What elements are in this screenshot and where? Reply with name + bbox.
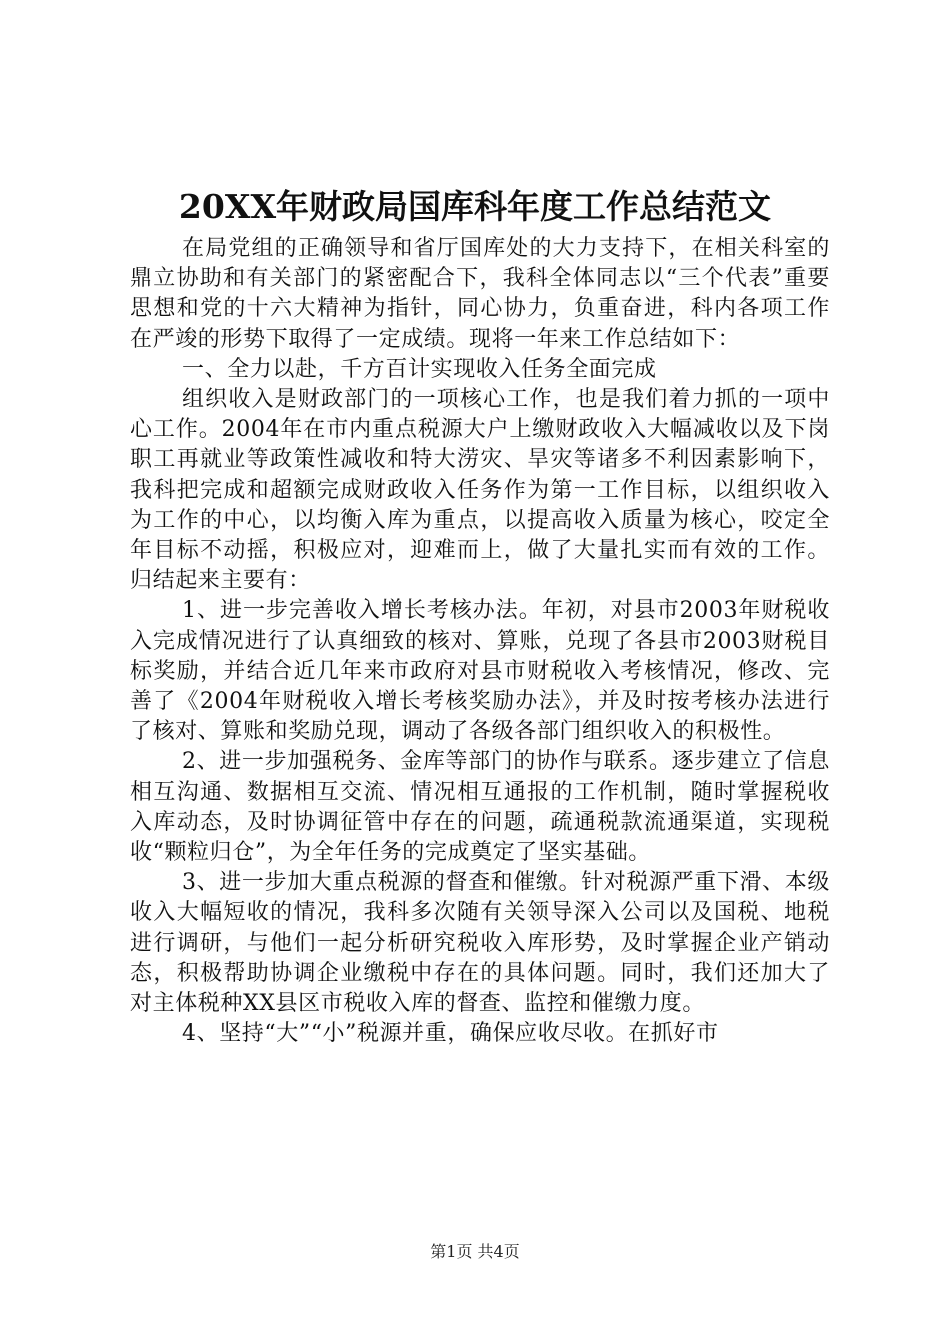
- page-footer: 第1页 共4页: [430, 1242, 520, 1261]
- section-heading-1: 一、全力以赴，千方百计实现收入任务全面完成: [182, 356, 657, 382]
- document-body: [130, 234, 830, 1049]
- paragraph-item-4: 4、坚持“大”“小”税源并重，确保应收尽收。在抓好市: [182, 1021, 719, 1047]
- paragraph-item-2: 2、进一步加强税务、金库等部门的协作与联系。逐步建立了信息相互沟通、数据相互交流、情况相互通报的工作机制，随时掌握税收入库动态，及时协调征管中存在的问题，疏通税款流通渠道，实现税收“颗粒归仓”，为全年任务的完成奠定了坚实基础。: [130, 749, 830, 866]
- paragraph-item-1: 1、进一步完善收入增长考核办法。年初，对县市2003年财税收入完成情况进行了认真细致的核对、算账，兑现了各县市2003财税目标奖励，并结合近几年来市政府对县市财税收入考核情况，修改、完善了《2004年财税收入增长考核奖励办法》，并及时按考核办法进行了核对、算账和奖励兑现，调动了各级各部门组织收入的积极性。: [130, 598, 830, 745]
- paragraph-item-3: 3、进一步加大重点税源的督查和催缴。针对税源严重下滑、本级收入大幅短收的情况，我科多次随有关领导深入公司以及国税、地税进行调研，与他们一起分析研究税收入库形势，及时掌握企业产销动态，积极帮助协调企业缴税中存在的具体问题。同时，我们还加大了对主体税种XX县区市税收入库的督查、监控和催缴力度。: [130, 870, 830, 1017]
- document-title: 20XX年财政局国库科年度工作总结范文: [178, 187, 772, 226]
- paragraph-section-1-intro: 组织收入是财政部门的一项核心工作，也是我们着力抓的一项中心工作。2004年在市内重点税源大户上缴财政收入大幅减收以及下岗职工再就业等政策性减收和特大涝灾、旱灾等诸多不利因素影响下，我科把完成和超额完成财政收入任务作为第一工作目标，以组织收入为工作的中心，以均衡入库为重点，以提高收入质量为核心，咬定全年目标不动摇，积极应对，迎难而上，做了大量扎实而有效的工作。归结起来主要有：: [130, 387, 830, 594]
- paragraph-intro: 在局党组的正确领导和省厅国库处的大力支持下，在相关科室的鼎立协助和有关部门的紧密配合下，我科全体同志以“三个代表”重要思想和党的十六大精神为指针，同心协力，负重奋进，科内各项工作在严竣的形势下取得了一定成绩。现将一年来工作总结如下：: [130, 236, 830, 352]
